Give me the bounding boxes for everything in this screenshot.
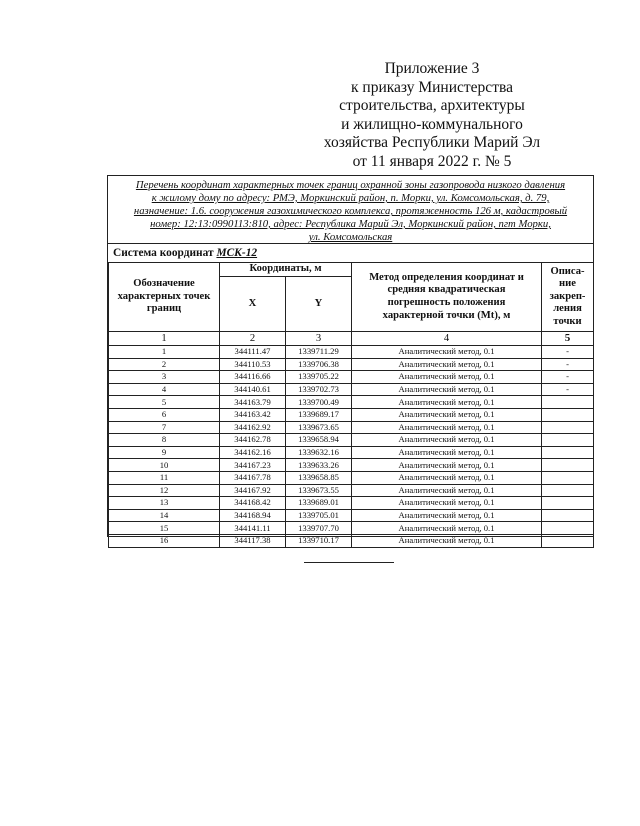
appendix-header <box>282 60 582 172</box>
description-cell <box>542 434 594 447</box>
y-coordinate: 1339705.01 <box>286 509 352 522</box>
column-number: 1 <box>109 332 220 346</box>
column-numbers-row <box>109 332 594 346</box>
method-cell: Аналитический метод, 0.1 <box>352 484 542 497</box>
x-coordinate: 344168.42 <box>220 497 286 510</box>
table-row <box>109 408 594 421</box>
column-number: 3 <box>286 332 352 346</box>
point-number: 12 <box>109 484 220 497</box>
x-coordinate: 344163.42 <box>220 408 286 421</box>
table-row <box>109 434 594 447</box>
header-line: строительства, архитектуры <box>339 97 525 115</box>
column-number: 2 <box>220 332 286 346</box>
description-cell <box>542 484 594 497</box>
method-cell: Аналитический метод, 0.1 <box>352 358 542 371</box>
header-line: от 11 января 2022 г. № 5 <box>352 152 512 170</box>
table-row <box>109 446 594 459</box>
method-cell: Аналитический метод, 0.1 <box>352 522 542 535</box>
method-cell: Аналитический метод, 0.1 <box>352 497 542 510</box>
x-coordinate: 344167.92 <box>220 484 286 497</box>
y-coordinate: 1339707.70 <box>286 522 352 535</box>
y-coordinate: 1339658.85 <box>286 471 352 484</box>
title-line: номер: 12:13:0990113:810, адрес: Республика Марий Эл, Моркинский район, пгт Морки, <box>150 218 551 230</box>
description-cell <box>542 408 594 421</box>
x-coordinate: 344162.92 <box>220 421 286 434</box>
table-row <box>109 459 594 472</box>
method-cell: Аналитический метод, 0.1 <box>352 408 542 421</box>
header-line: и жилищно-коммунального <box>341 115 523 133</box>
title-line: Перечень координат характерных точек границ охранной зоны газопровода низкого давления <box>135 179 566 191</box>
y-coordinate: 1339705.22 <box>286 371 352 384</box>
point-number: 2 <box>109 358 220 371</box>
x-coordinate: 344110.53 <box>220 358 286 371</box>
point-number: 15 <box>109 522 220 535</box>
table-row <box>109 484 594 497</box>
x-coordinate: 344141.11 <box>220 522 286 535</box>
table-row <box>109 396 594 409</box>
title-line: ул. Комсомольская <box>308 231 393 243</box>
description-cell <box>542 459 594 472</box>
point-number: 7 <box>109 421 220 434</box>
table-row <box>109 509 594 522</box>
header-point: Обозначение характерных точек границ <box>109 263 220 332</box>
y-coordinate: 1339673.65 <box>286 421 352 434</box>
point-number: 5 <box>109 396 220 409</box>
description-cell <box>542 522 594 535</box>
y-coordinate: 1339658.94 <box>286 434 352 447</box>
x-coordinate: 344140.61 <box>220 383 286 396</box>
description-cell <box>542 509 594 522</box>
point-number: 1 <box>109 346 220 359</box>
table-row <box>109 383 594 396</box>
table-row <box>109 421 594 434</box>
y-coordinate: 1339632.16 <box>286 446 352 459</box>
table-row <box>109 346 594 359</box>
table-row <box>109 497 594 510</box>
y-coordinate: 1339706.38 <box>286 358 352 371</box>
table-row <box>109 371 594 384</box>
y-coordinate: 1339689.17 <box>286 408 352 421</box>
coordinate-system <box>108 244 593 262</box>
description-cell <box>542 396 594 409</box>
title-line: назначение: 1.6. сооружения газохимического комплекса, протяженность 126 м, кадастровый <box>133 205 568 217</box>
coordinates-frame <box>107 175 594 546</box>
description-cell <box>542 446 594 459</box>
coordinates-table <box>108 262 594 548</box>
method-cell: Аналитический метод, 0.1 <box>352 509 542 522</box>
description-cell: - <box>542 358 594 371</box>
header-coordinates: Координаты, м <box>220 263 352 277</box>
method-cell: Аналитический метод, 0.1 <box>352 421 542 434</box>
y-coordinate: 1339702.73 <box>286 383 352 396</box>
description-cell <box>542 471 594 484</box>
header-x: X <box>220 277 286 332</box>
description-cell: - <box>542 371 594 384</box>
description-cell <box>542 421 594 434</box>
point-number: 11 <box>109 471 220 484</box>
point-number: 9 <box>109 446 220 459</box>
description-cell <box>542 534 594 547</box>
x-coordinate: 344117.38 <box>220 534 286 547</box>
coordinate-system-label: Система координат <box>113 247 214 259</box>
signature-line <box>304 562 394 563</box>
x-coordinate: 344167.23 <box>220 459 286 472</box>
y-coordinate: 1339700.49 <box>286 396 352 409</box>
description-cell: - <box>542 383 594 396</box>
point-number: 6 <box>109 408 220 421</box>
y-coordinate: 1339673.55 <box>286 484 352 497</box>
column-number: 4 <box>352 332 542 346</box>
method-cell: Аналитический метод, 0.1 <box>352 459 542 472</box>
description-cell: - <box>542 346 594 359</box>
method-cell: Аналитический метод, 0.1 <box>352 346 542 359</box>
header-line: к приказу Министерства <box>351 78 513 96</box>
point-number: 13 <box>109 497 220 510</box>
column-number: 5 <box>542 332 594 346</box>
header-description: Описа-ние закреп-ления точки <box>542 263 594 332</box>
y-coordinate: 1339711.29 <box>286 346 352 359</box>
method-cell: Аналитический метод, 0.1 <box>352 534 542 547</box>
x-coordinate: 344163.79 <box>220 396 286 409</box>
point-number: 10 <box>109 459 220 472</box>
y-coordinate: 1339689.01 <box>286 497 352 510</box>
document-title <box>108 176 593 244</box>
x-coordinate: 344111.47 <box>220 346 286 359</box>
method-cell: Аналитический метод, 0.1 <box>352 371 542 384</box>
x-coordinate: 344162.16 <box>220 446 286 459</box>
table-row <box>109 471 594 484</box>
method-cell: Аналитический метод, 0.1 <box>352 383 542 396</box>
table-row <box>109 358 594 371</box>
x-coordinate: 344167.78 <box>220 471 286 484</box>
y-coordinate: 1339633.26 <box>286 459 352 472</box>
point-number: 4 <box>109 383 220 396</box>
method-cell: Аналитический метод, 0.1 <box>352 434 542 447</box>
y-coordinate: 1339710.17 <box>286 534 352 547</box>
point-number: 16 <box>109 534 220 547</box>
description-cell <box>542 497 594 510</box>
method-cell: Аналитический метод, 0.1 <box>352 446 542 459</box>
point-number: 14 <box>109 509 220 522</box>
x-coordinate: 344116.66 <box>220 371 286 384</box>
method-cell: Аналитический метод, 0.1 <box>352 396 542 409</box>
point-number: 3 <box>109 371 220 384</box>
point-number: 8 <box>109 434 220 447</box>
coordinate-system-value: МСК-12 <box>216 247 258 259</box>
header-line: хозяйства Республики Марий Эл <box>323 134 541 152</box>
table-row <box>109 534 594 547</box>
method-cell: Аналитический метод, 0.1 <box>352 471 542 484</box>
header-method: Метод определения координат и средняя квадратическая погрешность положения характерной точки (Mt), м <box>352 263 542 332</box>
table-row <box>109 522 594 535</box>
x-coordinate: 344168.94 <box>220 509 286 522</box>
title-line: к жилому дому по адресу: РМЭ, Моркинский район, п. Морки, ул. Комсомольская, д. 79, <box>151 192 550 204</box>
header-line: Приложение 3 <box>384 60 480 77</box>
header-y: Y <box>286 277 352 332</box>
x-coordinate: 344162.78 <box>220 434 286 447</box>
